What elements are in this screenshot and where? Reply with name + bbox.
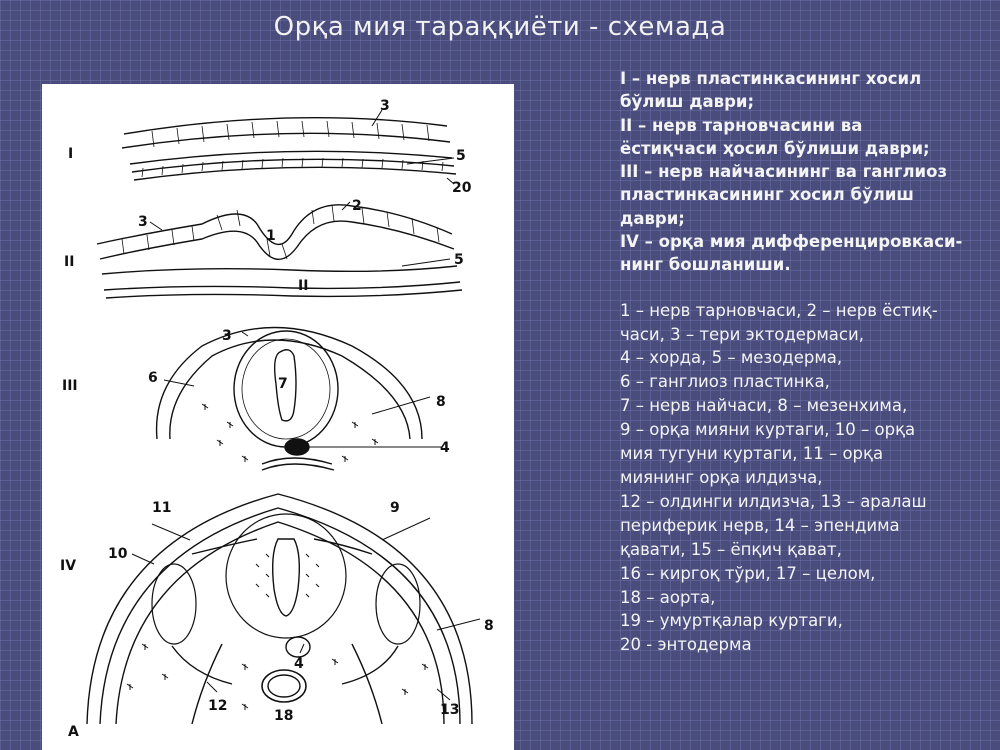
- legend-line: 6 – ганглиоз пластинка,: [620, 372, 830, 392]
- fig-label-20: 20: [452, 180, 472, 196]
- stage-label-iii: III: [62, 378, 78, 394]
- legend-line: мия тугуни куртаги, 11 – орқа: [620, 444, 884, 464]
- legend-line: 7 – нерв найчаси, 8 – мезенхима,: [620, 396, 908, 416]
- stage-descriptions: [620, 67, 992, 277]
- stage-line: даври;: [620, 208, 685, 228]
- stage-iv-diagram: [87, 494, 480, 724]
- slide-title: Орқа мия тараққиёти - схемада: [273, 12, 727, 42]
- stage-line: III – нерв найчасининг ва ганглиоз: [620, 162, 948, 182]
- fig-label-ii-mid: II: [298, 278, 309, 294]
- stage-line: ёстиқчаси ҳосил бўлиши даври;: [620, 138, 930, 158]
- legend-line: 19 – умуртқалар куртаги,: [620, 611, 843, 631]
- fig-label-4-iv: 4: [294, 656, 304, 672]
- fig-label-10: 10: [108, 546, 128, 562]
- caption-panel: [620, 67, 992, 657]
- stage-line: пластинкасининг хосил бўлиш: [620, 185, 914, 205]
- fig-label-3-ii: 3: [138, 214, 148, 230]
- fig-label-2: 2: [352, 198, 362, 214]
- fig-label-7: 7: [278, 376, 288, 392]
- stage-line: II – нерв тарновчасини ва: [620, 115, 863, 135]
- spinal-cord-development-figure: [42, 84, 514, 750]
- fig-label-5-i: 5: [456, 148, 466, 164]
- legend-line: қавати, 15 – ёпқич қават,: [620, 539, 842, 559]
- legend-line: периферик нерв, 14 – эпендима: [620, 515, 900, 535]
- fig-label-13: 13: [440, 702, 460, 718]
- fig-label-8-iv: 8: [484, 618, 494, 634]
- legend-line: часи, 3 – тери эктодермаси,: [620, 324, 864, 344]
- fig-label-12: 12: [208, 698, 228, 714]
- fig-label-4-iii: 4: [440, 440, 450, 456]
- stage-ii-diagram: [97, 202, 462, 298]
- stage-label-iv: IV: [60, 558, 77, 574]
- legend-line: 18 – аорта,: [620, 587, 716, 607]
- stage-line: бўлиш даври;: [620, 92, 755, 112]
- legend-line: 9 – орқа мияни куртаги, 10 – орқа: [620, 420, 916, 440]
- legend-line: 20 - энтодерма: [620, 635, 752, 655]
- legend-line: 4 – хорда, 5 – мезодерма,: [620, 348, 843, 368]
- legend-line: 1 – нерв тарновчаси, 2 – нерв ёстиқ-: [620, 300, 938, 320]
- legend-line: 12 – олдинги илдизча, 13 – аралаш: [620, 491, 927, 511]
- stage-iii-diagram: [157, 328, 442, 471]
- fig-label-3-i: 3: [380, 98, 390, 114]
- fig-label-11: 11: [152, 500, 172, 516]
- figure-legend: [620, 299, 992, 658]
- fig-label-5-ii: 5: [454, 252, 464, 268]
- stage-line: нинг бошланиши.: [620, 255, 791, 275]
- stage-line: I – нерв пластинкасининг хосил: [620, 69, 922, 88]
- fig-label-6: 6: [148, 370, 158, 386]
- stage-label-ii: II: [64, 254, 75, 270]
- panel-label-a: A: [68, 724, 79, 740]
- fig-label-18: 18: [274, 708, 294, 724]
- fig-label-8-iii: 8: [436, 394, 446, 410]
- stage-label-i: I: [68, 146, 74, 162]
- fig-label-1: 1: [266, 228, 276, 244]
- fig-label-9: 9: [390, 500, 400, 516]
- stage-i-diagram: [122, 110, 456, 184]
- embryology-drawing: [42, 84, 514, 750]
- legend-line: 16 – киргоқ тўри, 17 – целом,: [620, 563, 876, 583]
- stage-line: IV – орқа мия дифференцировкаси-: [620, 232, 963, 252]
- legend-line: миянинг орқа илдизча,: [620, 468, 823, 488]
- fig-label-3-iii: 3: [222, 328, 232, 344]
